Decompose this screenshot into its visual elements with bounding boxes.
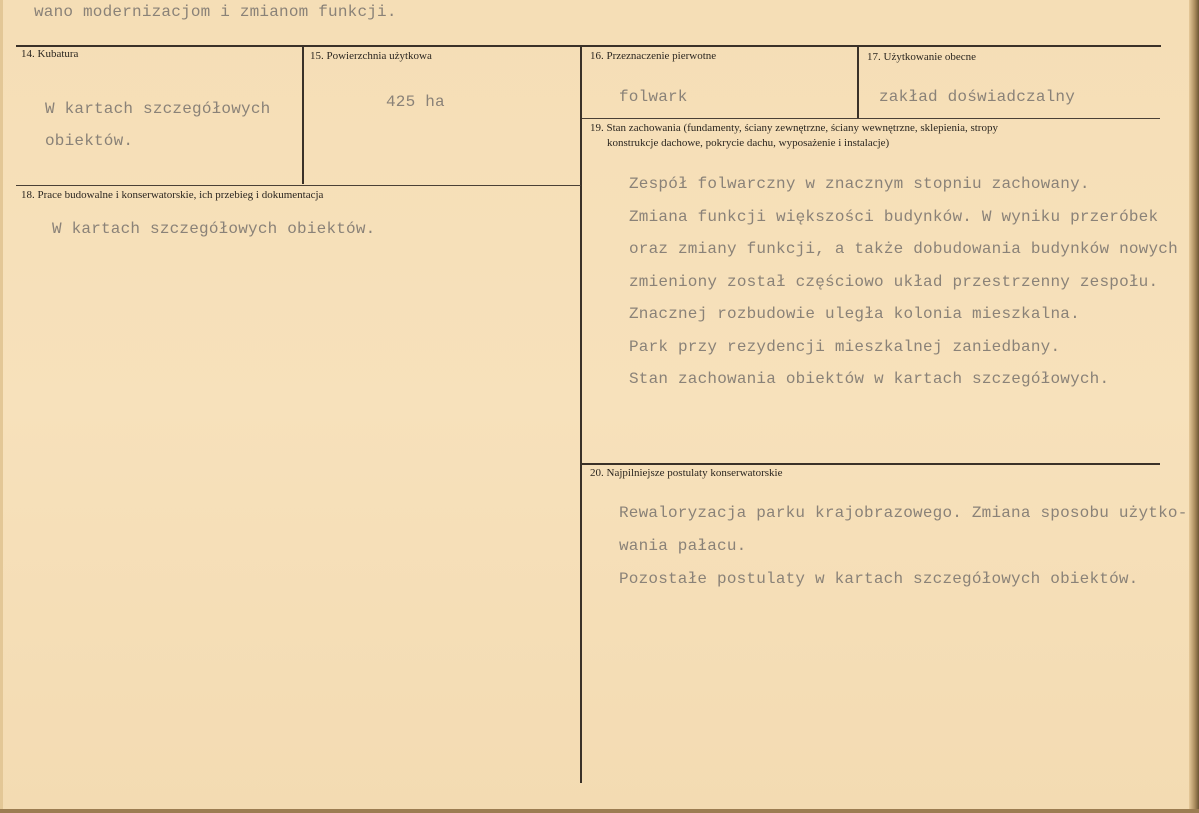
- value-14-line: obiektów.: [45, 132, 134, 150]
- divider-14-15: [302, 46, 304, 184]
- rule-20: [582, 463, 1160, 465]
- value-16-przeznaczenie: folwark: [619, 88, 688, 106]
- value-19-line: oraz zmiany funkcji, a także dobudowania budynków nowych: [629, 240, 1178, 258]
- label-16-przeznaczenie: 16. Przeznaczenie pierwotne: [590, 50, 717, 62]
- paper-edge-right: [1189, 0, 1199, 813]
- value-19-line: Znacznej rozbudowie uległa kolonia mieszkalna.: [629, 305, 1080, 323]
- paper-edge-left: [0, 0, 3, 813]
- label-20-postulaty: 20. Najpilniejsze postulaty konserwatorskie: [590, 467, 783, 479]
- value-17-uzytkowanie: zakład doświadczalny: [879, 88, 1076, 106]
- value-19-line: zmieniony został częściowo układ przestrzenny zespołu.: [629, 272, 1159, 291]
- label-19-stan-line2: konstrukcje dachowe, pokrycie dachu, wyposażenie i instalacje): [607, 137, 890, 149]
- value-19-line: Stan zachowania obiektów w kartach szczegółowych.: [629, 370, 1110, 388]
- value-19-stan: [629, 168, 1178, 396]
- value-14-kubatura: [45, 93, 270, 157]
- value-20-line: Rewaloryzacja parku krajobrazowego. Zmiana sposobu użytko-: [619, 504, 1188, 522]
- value-20-line: Pozostałe postulaty w kartach szczegółowych obiektów.: [619, 570, 1139, 588]
- label-17-uzytkowanie: 17. Użytkowanie obecne: [867, 51, 977, 63]
- value-14-line: W kartach szczegółowych: [45, 100, 271, 118]
- value-19-line: Zespół folwarczny w znacznym stopniu zachowany.: [629, 175, 1090, 193]
- label-14-kubatura: 14. Kubatura: [21, 48, 79, 60]
- continuation-text: wano modernizacjom i zmianom funkcji.: [34, 3, 397, 21]
- value-19-line: Zmiana funkcji większości budynków. W wyniku przeróbek: [629, 207, 1159, 226]
- value-19-line: Park przy rezydencji mieszkalnej zaniedbany.: [629, 337, 1061, 356]
- divider-16-17: [857, 46, 859, 118]
- value-18-prace: W kartach szczegółowych obiektów.: [52, 220, 376, 238]
- rule-18: [16, 185, 581, 186]
- label-18-prace: 18. Prace budowalne i konserwatorskie, ich przebieg i dokumentacja: [21, 189, 324, 201]
- value-15-powierzchnia: 425 ha: [386, 93, 445, 111]
- label-19-stan-line1: 19. Stan zachowania (fundamenty, ściany zewnętrzne, ściany wewnętrzne, sklepienia, stropy: [590, 122, 998, 134]
- rule-19: [582, 118, 1160, 119]
- label-15-powierzchnia: 15. Powierzchnia użytkowa: [310, 50, 432, 62]
- value-20-line: wania pałacu.: [619, 537, 747, 555]
- paper-edge-bottom: [0, 809, 1199, 813]
- center-divider: [580, 46, 582, 783]
- top-rule: [16, 45, 1161, 47]
- value-20-postulaty: [619, 497, 1188, 596]
